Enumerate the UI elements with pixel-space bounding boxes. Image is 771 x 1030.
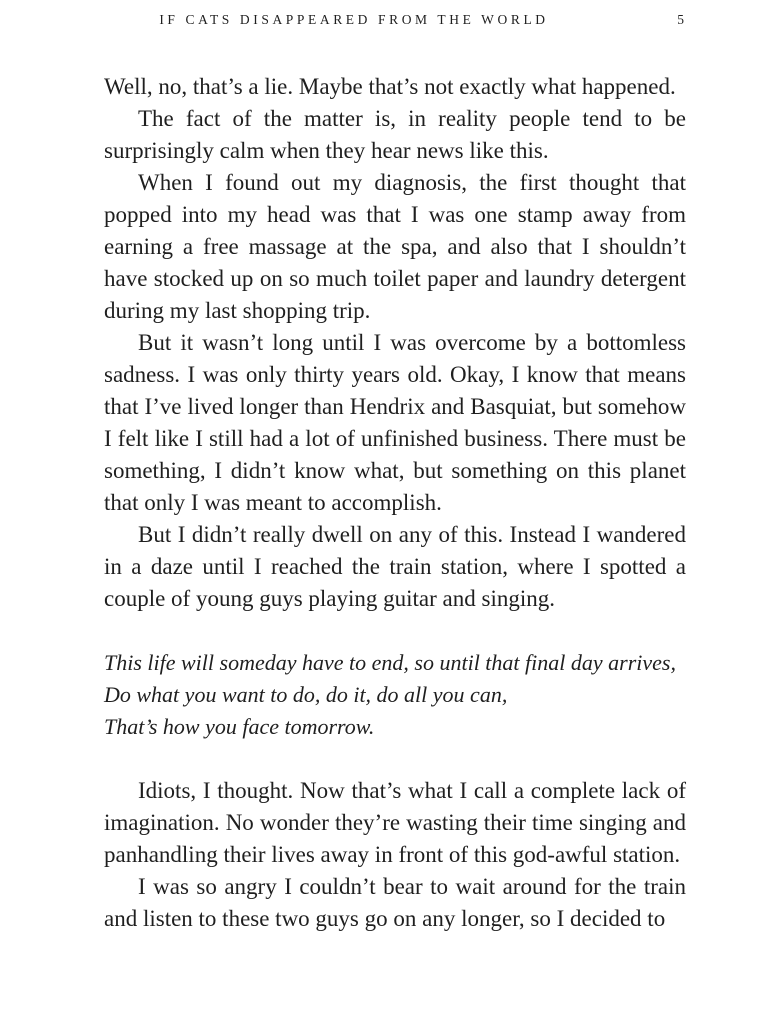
song-line: Do what you want to do, do it, do all you can, (104, 682, 508, 707)
paragraph: Well, no, that’s a lie. Maybe that’s not exactly what happened. (104, 74, 676, 99)
page-number: 5 (677, 12, 684, 27)
paragraph: I was so angry I couldn’t bear to wait around for the train and listen to these two guys go on any longer, so I decided to (104, 874, 686, 931)
body-text (104, 71, 686, 935)
song-lyrics (104, 647, 686, 743)
paragraph: Idiots, I thought. Now that’s what I call a complete lack of imagination. No wonder they’re wasting their time singing and panhandling their lives away in front of this god-awful station. (104, 778, 686, 867)
running-head (104, 10, 684, 30)
paragraph: When I found out my diagnosis, the first thought that popped into my head was that I was one stamp away from earning a free massage at the spa, and also that I shouldn’t have stocked up on so much toilet paper and laundry detergent during my last shopping trip. (104, 170, 686, 323)
paragraph: But it wasn’t long until I was overcome by a bottomless sadness. I was only thirty years old. Okay, I know that means that I’ve lived longer than Hendrix and Basquiat, but somehow I felt like I still had a lot of unfinished business. There must be something, I didn’t know what, but something on this planet that only I was meant to accomplish. (104, 330, 686, 515)
paragraph: The fact of the matter is, in reality people tend to be surprisingly calm when they hear news like this. (104, 106, 686, 163)
running-title: IF CATS DISAPPEARED FROM THE WORLD (159, 12, 549, 27)
paragraph: But I didn’t really dwell on any of this. Instead I wandered in a daze until I reached the train station, where I spotted a couple of young guys playing guitar and singing. (104, 522, 686, 611)
song-line: That’s how you face tomorrow. (104, 714, 375, 739)
song-line: This life will someday have to end, so until that final day arrives, (104, 650, 676, 675)
